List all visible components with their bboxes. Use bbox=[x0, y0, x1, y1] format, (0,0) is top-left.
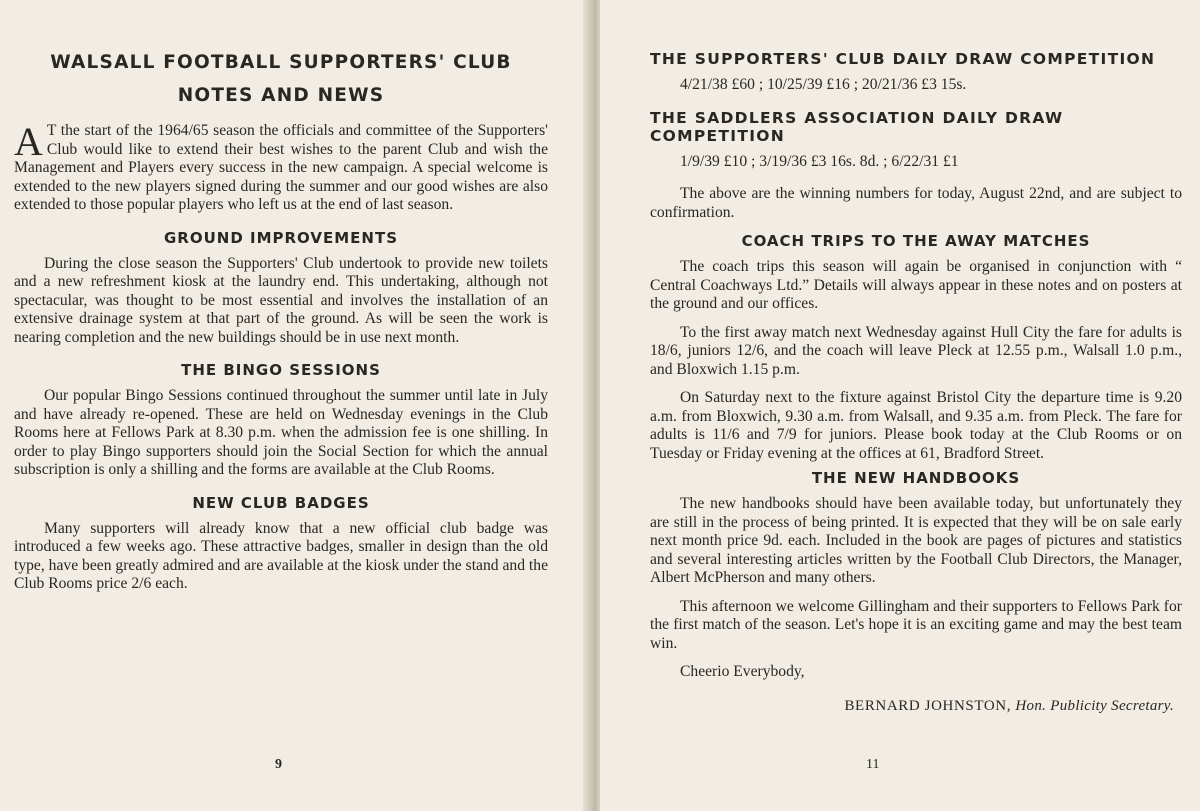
left-page bbox=[0, 0, 590, 811]
page-number-right: 11 bbox=[866, 757, 880, 772]
winning-numbers-note: The above are the winning numbers for today, August 22nd, and are subject to confirmation. bbox=[650, 185, 1182, 221]
coach-trips-heading: COACH TRIPS TO THE AWAY MATCHES bbox=[741, 232, 1091, 250]
supporters-draw-numbers: 4/21/38 £60 ; 10/25/39 £16 ; 20/21/36 £3 15s. bbox=[680, 76, 967, 93]
intro-paragraph bbox=[14, 119, 548, 215]
coach-trips-paragraph-3: On Saturday next to the fixture against Bristol City the departure time is 9.20 a.m. from Bloxwich, 9.30 a.m. from Walsall, and 9.35 a.m. from Pleck. The fare for adults is 11/6 and 7/9 for juniors. Please book today at the Club Rooms or on Tuesday or Friday evening at the offices at 61, Bradford Street. bbox=[650, 389, 1182, 462]
bingo-sessions-text: Our popular Bingo Sessions continued throughout the summer until late in July and have already re-opened. These are held on Wednesday evenings in the Club Rooms here at Fellows Park at 8.30 p.m. when the admission fee is one shilling. In order to play Bingo supporters should join the Social Section for which the annual subscription is only a shilling and the forms are available at the Club Rooms. bbox=[14, 387, 548, 478]
coach-trips-paragraph-1: The coach trips this season will again be organised in conjunction with “ Central Coachways Ltd.” Details will always appear in these notes and on posters at the ground and our offices. bbox=[650, 258, 1182, 312]
bingo-sessions-heading: THE BINGO SESSIONS bbox=[181, 361, 381, 379]
ground-improvements-heading: GROUND IMPROVEMENTS bbox=[163, 228, 399, 247]
signature bbox=[650, 698, 1182, 715]
saddlers-draw-heading: THE SADDLERS ASSOCIATION DAILY DRAW COMPETITION bbox=[650, 108, 1064, 145]
saddlers-draw-numbers: 1/9/39 £10 ; 3/19/36 £3 16s. 8d. ; 6/22/31 £1 bbox=[680, 152, 959, 170]
intro-text: T the start of the 1964/65 season the officials and committee of the Supporters' Club would like to extend their best wishes to the parent Club and wish the Management and Players every success in the new campaign. A special welcome is extended to the new players signed during the summer and our good wishes are also extended to those popular players who left us at the end of last season. bbox=[14, 122, 548, 213]
ground-improvements-text: During the close season the Supporters' Club undertook to provide new toilets and a new refreshment kiosk at the laundry end. This undertaking, although not spectacular, was thought to be most essential and involves the installation of an extensive drainage system at that part of the ground. As will be seen the work is nearing completion and the new buildings should be in use next month. bbox=[14, 254, 548, 346]
signature-title: Hon. Publicity Secretary. bbox=[1015, 697, 1174, 714]
club-title: WALSALL FOOTBALL SUPPORTERS' CLUB bbox=[50, 52, 512, 73]
club-badges-heading: NEW CLUB BADGES bbox=[192, 493, 370, 512]
coach-trips-paragraph-2: To the first away match next Wednesday against Hull City the fare for adults is 18/6, juniors 12/6, and the coach will leave Pleck at 12.55 p.m., Walsall 1.0 p.m., and Bloxwich 1.15 p.m. bbox=[650, 323, 1182, 378]
handbooks-text: The new handbooks should have been available today, but unfortunately they are still in the process of being printed. It is expected that they will be on sale early next month price 9d. each. Included in the book are pages of pictures and statistics and several interesting articles written by the Football Club Directors, the Manager, Albert McPherson and many others. bbox=[650, 495, 1182, 586]
signature-name: BERNARD JOHNSTON, bbox=[844, 697, 1012, 714]
page-number-left: 9 bbox=[275, 757, 282, 772]
supporters-draw-heading: THE SUPPORTERS' CLUB DAILY DRAW COMPETITION bbox=[650, 50, 1156, 68]
welcome-text: This afternoon we welcome Gillingham and their supporters to Fellows Park for the first match of the season. Let's hope it is an exciting game and may the best team win. bbox=[650, 597, 1182, 652]
notes-news-title: NOTES AND NEWS bbox=[177, 85, 385, 106]
closing-line: Cheerio Everybody, bbox=[680, 663, 805, 680]
handbooks-heading: THE NEW HANDBOOKS bbox=[811, 469, 1021, 487]
right-page bbox=[600, 0, 1200, 811]
drop-cap: A bbox=[14, 119, 43, 164]
club-badges-text: Many supporters will already know that a new official club badge was introduced a few weeks ago. These attractive badges, smaller in design than the old type, have been greatly admired and are available at the kiosk under the stand and the Club Rooms price 2/6 each. bbox=[14, 519, 548, 592]
